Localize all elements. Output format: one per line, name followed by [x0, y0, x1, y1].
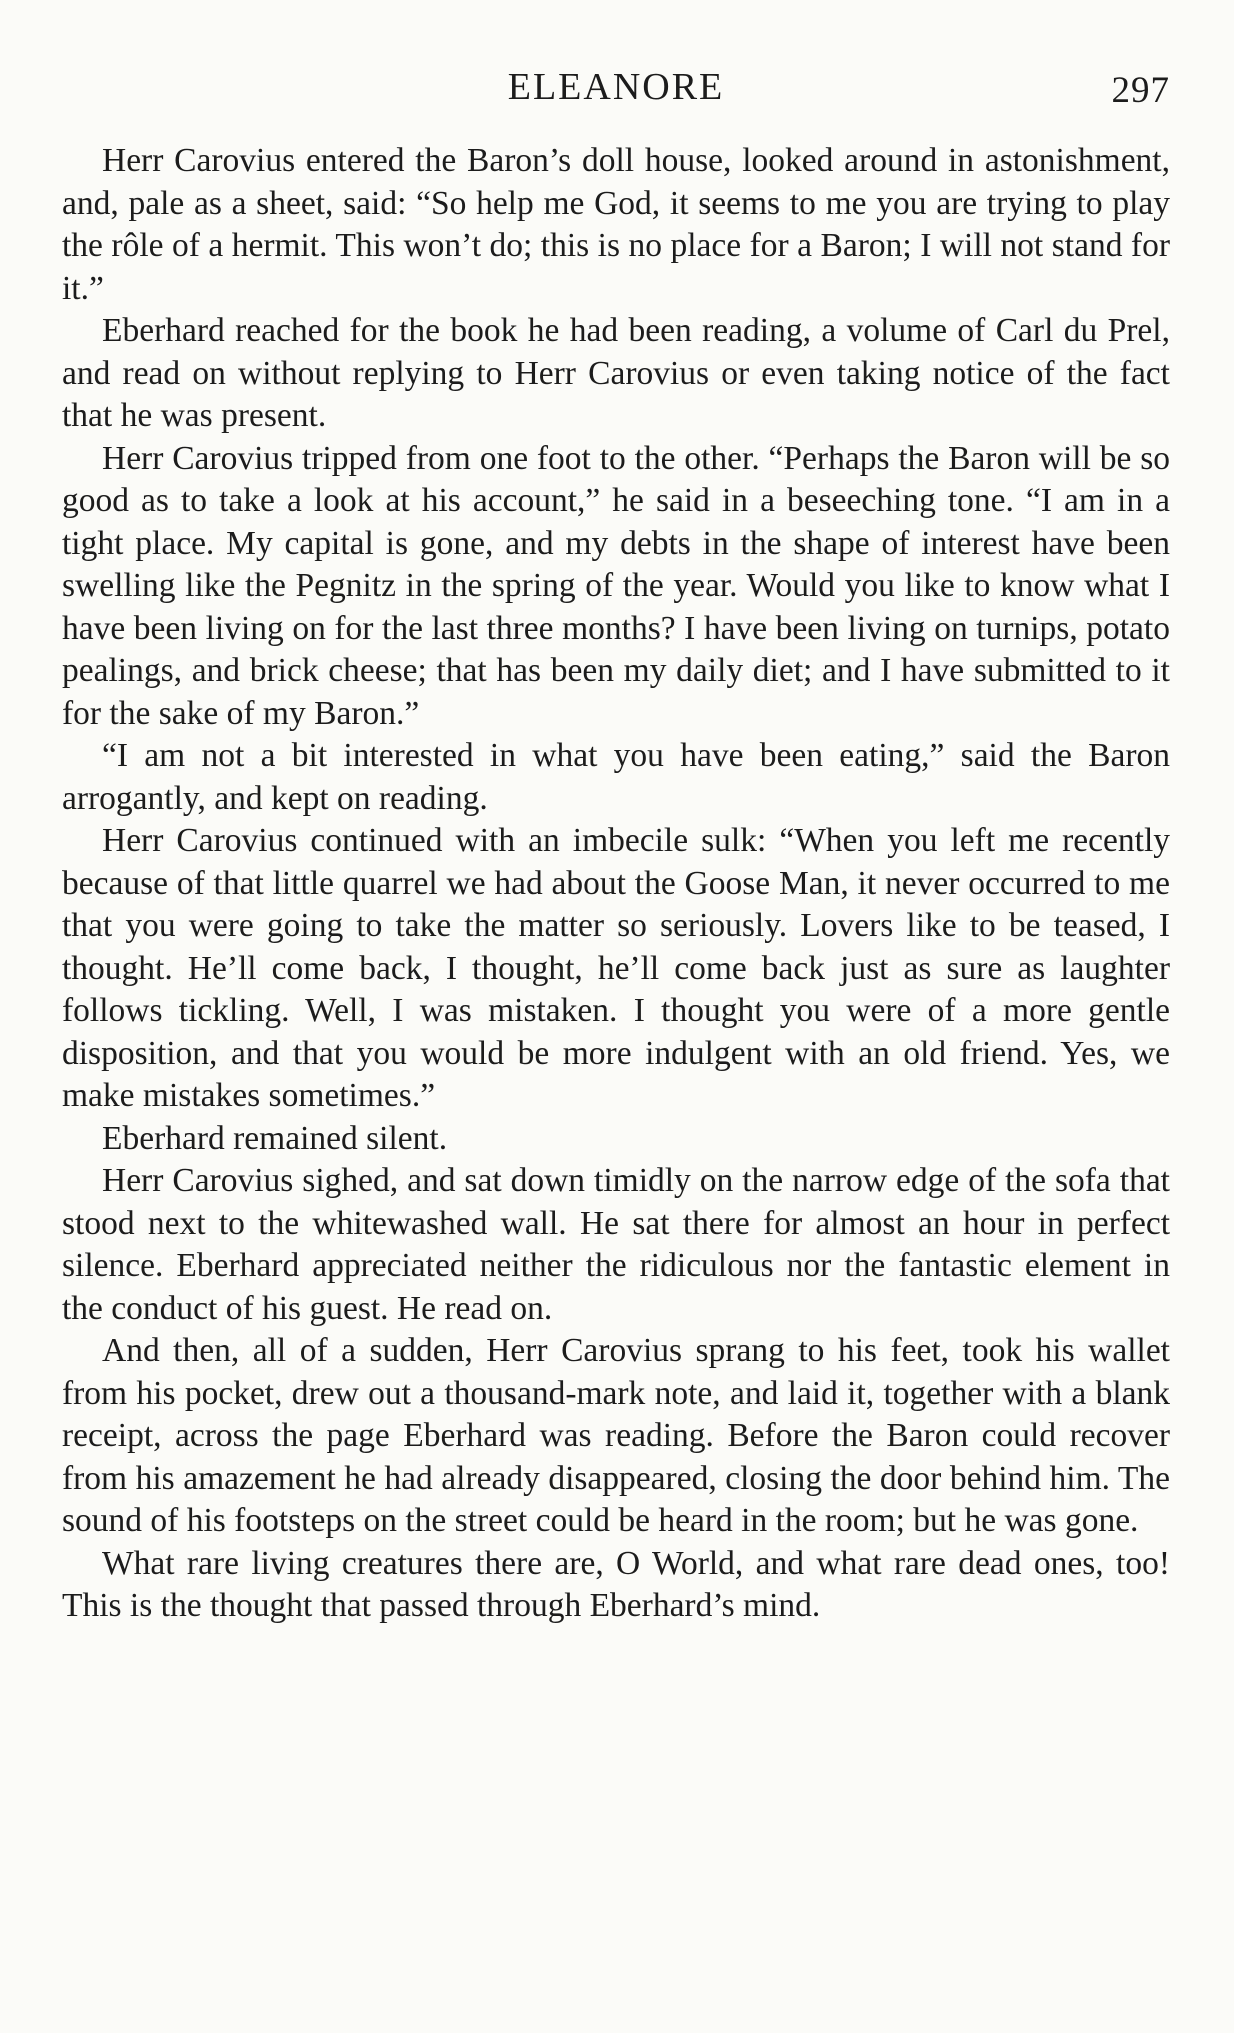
paragraph: Herr Carovius entered the Baron’s doll house, looked around in astonishment, and, pale as a sheet, said: “So help me God, it seems to me you are trying to play the rôle of a hermit. This won’t do; this is no place for a Baron; I will not stand for it.” [62, 142, 1170, 307]
page-number: 297 [1111, 70, 1170, 111]
paragraph: What rare living creatures there are, O World, and what rare dead ones, too! This is the thought that passed through Eberhard’s mind. [62, 1544, 1170, 1624]
paragraph: Herr Carovius tripped from one foot to the other. “Perhaps the Baron will be so good as to take a look at his account,” he said in a beseeching tone. “I am in a tight place. My capital is gone, and my debts in the shape of interest have been swelling like the Pegnitz in the spring of the year. Would you like to know what I have been living on for the last three months? I have been living on turnips, potato pealings, and brick cheese; that has been my daily diet; and I have submitted to it for the sake of my Baron.” [62, 439, 1170, 732]
paragraph: “I am not a bit interested in what you have been eating,” said the Baron arrogantly, and kept on reading. [62, 737, 1170, 817]
paragraph: Herr Carovius sighed, and sat down timidly on the narrow edge of the sofa that stood next to the whitewashed wall. He sat there for almost an hour in perfect silence. Eberhard appreciated neither the ridiculous nor the fantastic element in the conduct of his guest. He read on. [62, 1162, 1170, 1327]
running-title: ELEANORE [507, 66, 725, 108]
paragraph: Herr Carovius continued with an imbecile sulk: “When you left me recently because of that little quarrel we had about the Goose Man, it never occurred to me that you were going to take the matter so seriously. Lovers like to be teased, I thought. He’ll come back, I thought, he’ll come back just as sure as laughter follows tickling. Well, I was mistaken. I thought you were of a more gentle disposition, and that you would be more indulgent with an old friend. Yes, we make mistakes sometimes.” [62, 822, 1170, 1114]
body-text [62, 140, 1170, 1628]
paragraph: And then, all of a sudden, Herr Carovius sprang to his feet, took his wallet from his pocket, drew out a thousand-mark note, and laid it, together with a blank receipt, across the page Eberhard was reading. Before the Baron could recover from his amazement he had already disappeared, closing the door behind him. The sound of his footsteps on the street could be heard in the room; but he was gone. [62, 1332, 1170, 1539]
book-page [62, 60, 1170, 1628]
page-header [62, 60, 1170, 120]
paragraph: Eberhard reached for the book he had been reading, a volume of Carl du Prel, and read on without replying to Herr Carovius or even taking notice of the fact that he was present. [62, 312, 1170, 434]
paragraph: Eberhard remained silent. [102, 1119, 448, 1157]
